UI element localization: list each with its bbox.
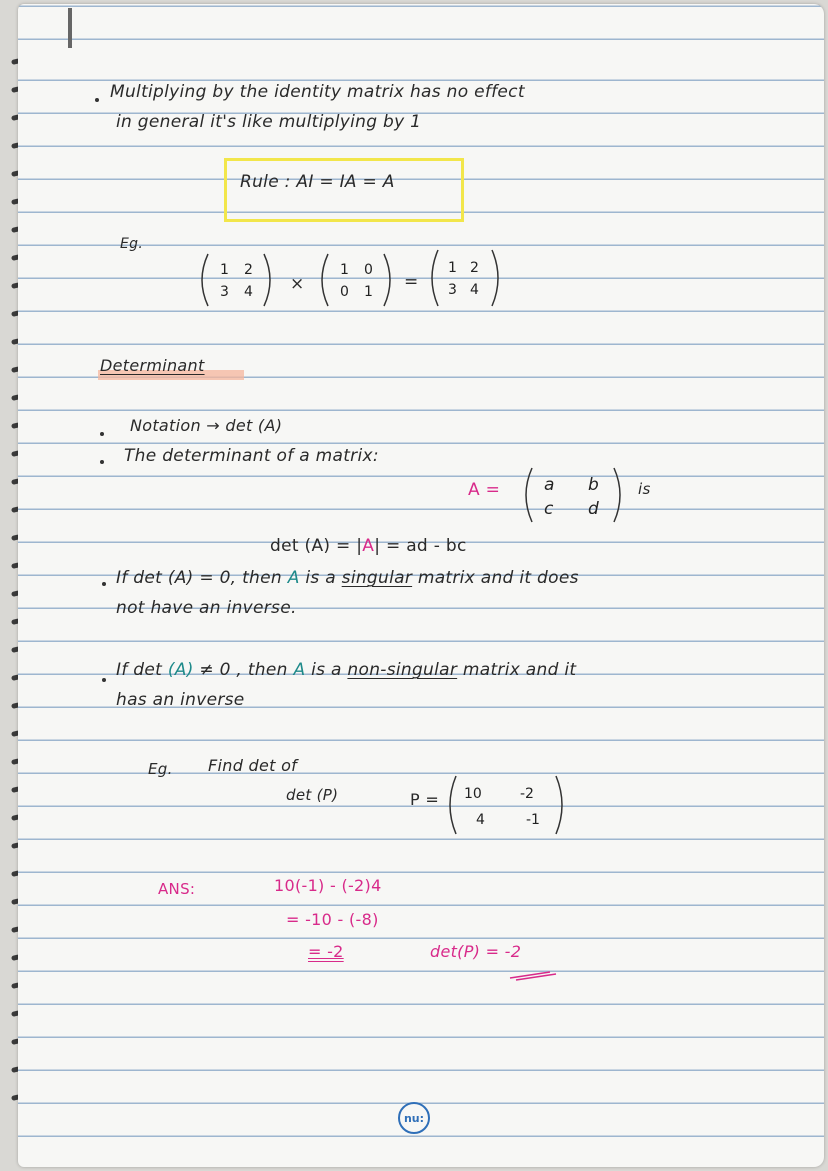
formula-prefix: det (A) = | [270, 536, 363, 556]
matrix-r-cell: 3 [448, 282, 457, 298]
matrix-r-cell: 4 [470, 282, 479, 298]
nonsingular-matrix-a2: A [293, 660, 306, 680]
bullet [102, 678, 106, 682]
nonsingular-mid: ≠ 0 , then [199, 660, 288, 680]
matrix-p-cell: -1 [526, 812, 540, 828]
matrix-a [196, 250, 276, 310]
matrix-r-cell: 1 [448, 260, 457, 276]
matrix-name-a: A = [468, 480, 501, 500]
nonsingular-matrix-a: (A) [167, 660, 194, 680]
matrix-i-cell: 0 [340, 284, 349, 300]
matrix-p-cell: 4 [476, 812, 485, 828]
matrix-name-p: P = [410, 790, 440, 809]
matrix-p-cell: -2 [520, 786, 534, 802]
bullet [102, 582, 106, 586]
find-det-text: Find det of [208, 756, 298, 775]
calc-line-2: = -10 - (-8) [286, 910, 379, 929]
bullet [95, 98, 99, 102]
note-line-1: Multiplying by the identity matrix has no effect [110, 82, 525, 102]
determinant-intro: The determinant of a matrix: [124, 446, 379, 466]
result-underline [506, 966, 566, 982]
clip-mark [68, 8, 72, 48]
singular-prefix: If det (A) = 0, then [116, 568, 282, 588]
notation-text: Notation → det (A) [130, 416, 283, 435]
matrix-result [426, 246, 506, 310]
singular-line-1 [116, 568, 579, 588]
is-word: is [638, 480, 651, 498]
matrix-a-cell: 2 [244, 262, 253, 278]
matrix-i-cell: 1 [364, 284, 373, 300]
example-label-2: Eg. [148, 760, 173, 778]
determinant-formula [270, 536, 467, 556]
notebook-page [18, 4, 824, 1167]
formula-matrix-a: A [362, 536, 375, 556]
times-sign: × [290, 274, 305, 294]
matrix-p [442, 772, 572, 838]
nonsingular-line-1 [116, 660, 576, 680]
nonsingular-line-2: has an inverse [116, 690, 245, 710]
final-result: det(P) = -2 [430, 942, 522, 961]
calc-line-3: = -2 [308, 942, 344, 961]
singular-line-2: not have an inverse. [116, 598, 297, 618]
note-line-2: in general it's like multiplying by 1 [116, 112, 422, 132]
matrix-abcd-cell: c [544, 499, 554, 519]
section-heading: Determinant [100, 356, 205, 375]
matrix-a-cell: 3 [220, 284, 229, 300]
matrix-r-cell: 2 [470, 260, 479, 276]
equals-sign: = [404, 272, 419, 292]
bullet [100, 432, 104, 436]
det-p-label: det (P) [286, 786, 339, 804]
singular-mid: is a [305, 568, 336, 588]
matrix-abcd-cell: a [544, 475, 555, 495]
calc-line-1: 10(-1) - (-2)4 [274, 876, 382, 895]
matrix-i-cell: 1 [340, 262, 349, 278]
nonsingular-is: is a [311, 660, 342, 680]
nonsingular-suffix: matrix and it [462, 660, 577, 680]
matrix-abcd-cell: b [588, 475, 599, 495]
matrix-i-cell: 0 [364, 262, 373, 278]
example-label-1: Eg. [120, 236, 144, 252]
formula-suffix: | = ad - bc [374, 536, 467, 556]
nonsingular-word: non-singular [347, 660, 458, 680]
matrix-identity [316, 250, 396, 310]
brand-logo: nu: [398, 1102, 430, 1134]
matrix-a-cell: 4 [244, 284, 253, 300]
singular-word: singular [341, 568, 413, 588]
singular-suffix: matrix and it does [417, 568, 579, 588]
bullet [100, 460, 104, 464]
singular-matrix-a: A [287, 568, 300, 588]
matrix-a-cell: 1 [220, 262, 229, 278]
rule-text: Rule : AI = IA = A [240, 172, 395, 192]
matrix-abcd-cell: d [588, 499, 599, 519]
matrix-p-cell: 10 [464, 786, 482, 802]
nonsingular-prefix: If det [116, 660, 163, 680]
answer-label: ANS: [158, 880, 196, 898]
matrix-abcd [518, 464, 628, 526]
